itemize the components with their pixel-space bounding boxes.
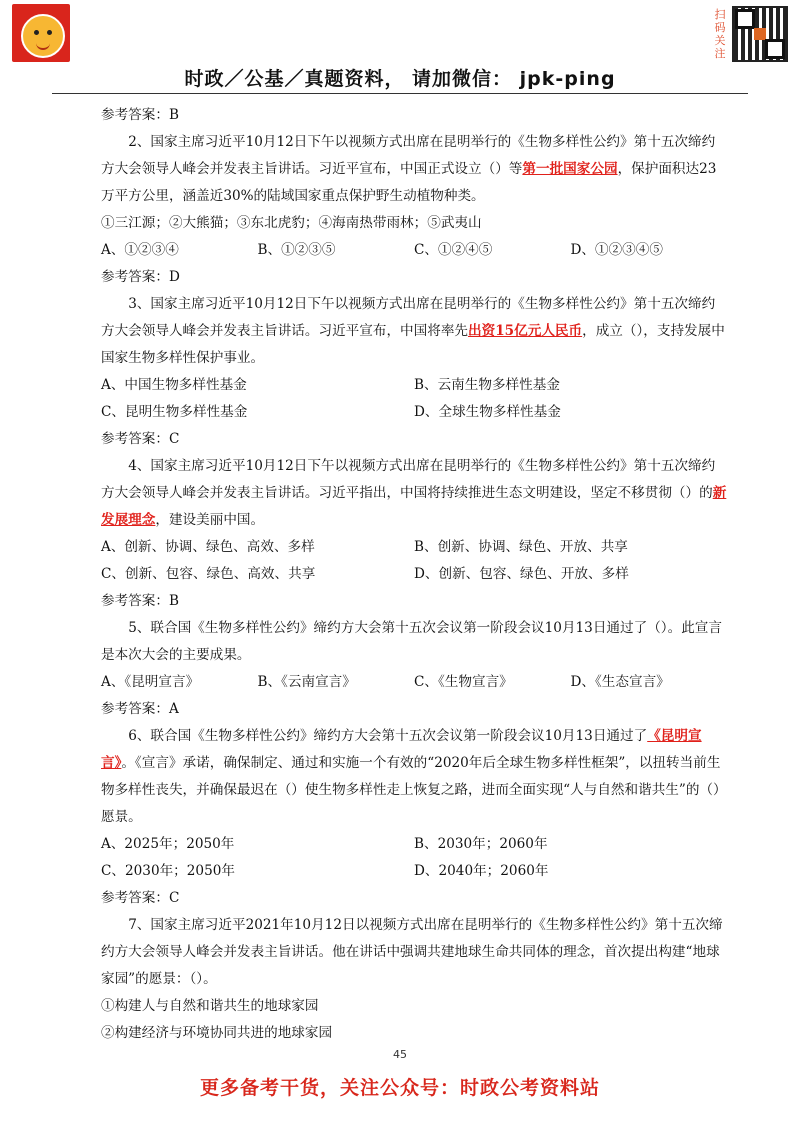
option-b: B、云南生物多样性基金 [414, 377, 560, 393]
question-6-options-row2 [101, 858, 727, 885]
option-d: D、2040年；2060年 [414, 863, 549, 879]
question-7-item-1: ①构建人与自然和谐共生的地球家园 [101, 998, 319, 1014]
highlight-development-concept: 新发展理念 [101, 485, 727, 528]
option-c: C、昆明生物多样性基金 [101, 404, 248, 420]
option-d: D、《生态宣言》 [570, 674, 670, 690]
option-a: A、2025年；2050年 [101, 836, 235, 852]
answer-3: 参考答案：C [101, 431, 180, 447]
question-5: 5、联合国《生物多样性公约》缔约方大会第十五次会议第一阶段会议10月13日通过了（）。此宣言是本次大会的主要成果。 [101, 620, 722, 663]
option-d: D、创新、包容、绿色、开放、多样 [414, 566, 629, 582]
question-2: 2、国家主席习近平10月12日下午以视频方式出席在昆明举行的《生物多样性公约》第十五次缔约方大会领导人峰会并发表主旨讲话。习近平宣布，中国正式设立（）等第一批国家公园，保护面积达23万平方公里，涵盖近30%的陆域国家重点保护野生动植物种类。 [101, 134, 717, 204]
logo [12, 4, 70, 62]
answer-1: 参考答案：B [101, 107, 179, 123]
question-7-item-2: ②构建经济与环境协同共进的地球家园 [101, 1025, 333, 1041]
option-a: A、创新、协调、绿色、高效、多样 [101, 539, 315, 555]
option-b: B、《云南宣言》 [257, 674, 356, 690]
page-number: 45 [393, 1048, 407, 1061]
question-4-options-row1 [101, 534, 727, 561]
header-divider [52, 93, 748, 94]
option-c: C、①②④⑤ [414, 242, 493, 258]
question-3-options-row2 [101, 399, 727, 426]
footer-banner: 更多备考干货，关注公众号：时政公考资料站 [199, 1077, 600, 1099]
option-d: D、全球生物多样性基金 [414, 404, 561, 420]
scan-label: 扫码关注 [714, 8, 726, 60]
highlight-national-parks: 第一批国家公园 [522, 161, 618, 177]
header-title: 时政／公基／真题资料， 请加微信： jpk-ping [184, 68, 616, 90]
option-b: B、2030年；2060年 [414, 836, 548, 852]
option-b: B、创新、协调、绿色、开放、共享 [414, 539, 628, 555]
question-2-options [101, 237, 727, 264]
option-c: C、创新、包容、绿色、高效、共享 [101, 566, 316, 582]
answer-5: 参考答案：A [101, 701, 179, 717]
question-2-items: ①三江源；②大熊猫；③东北虎豹；④海南热带雨林；⑤武夷山 [101, 215, 482, 231]
option-a: A、中国生物多样性基金 [101, 377, 247, 393]
question-3: 3、国家主席习近平10月12日下午以视频方式出席在昆明举行的《生物多样性公约》第十五次缔约方大会领导人峰会并发表主旨讲话。习近平宣布，中国将率先出资15亿元人民币，成立（），支持发展中国家生物多样性保护事业。 [101, 296, 725, 366]
highlight-funding: 出资15亿元人民币 [468, 323, 583, 339]
question-4-options-row2 [101, 561, 727, 588]
option-c: C、《生物宣言》 [414, 674, 513, 690]
question-7: 7、国家主席习近平2021年10月12日以视频方式出席在昆明举行的《生物多样性公约》第十五次缔约方大会领导人峰会并发表主旨讲话。他在讲话中强调共建地球生命共同体的理念，首次提出构建“地球家园”的愿景：（）。 [101, 917, 723, 987]
answer-6: 参考答案：C [101, 890, 180, 906]
option-d: D、①②③④⑤ [570, 242, 663, 258]
answer-4: 参考答案：B [101, 593, 179, 609]
highlight-kunming-declaration: 《昆明宣言》 [101, 728, 702, 771]
option-c: C、2030年；2050年 [101, 863, 235, 879]
option-a: A、《昆明宣言》 [101, 674, 200, 690]
question-3-options-row1 [101, 372, 727, 399]
question-6: 6、联合国《生物多样性公约》缔约方大会第十五次会议第一阶段会议10月13日通过了《昆明宣言》。《宣言》承诺，确保制定、通过和实施一个有效的“2020年后全球生物多样性框架”，以扭转当前生物多样性丧失，并确保最迟在（）使生物多样性走上恢复之路，进而全面实现“人与自然和谐共生”的（）愿景。 [101, 728, 727, 825]
question-6-options-row1 [101, 831, 727, 858]
question-5-options [101, 669, 727, 696]
option-a: A、①②③④ [101, 242, 179, 258]
answer-2: 参考答案：D [101, 269, 180, 285]
document-body [101, 102, 727, 1047]
orange-mascot-icon [21, 14, 65, 58]
option-b: B、①②③⑤ [257, 242, 336, 258]
qr-code-icon[interactable] [732, 6, 788, 62]
question-4: 4、国家主席习近平10月12日下午以视频方式出席在昆明举行的《生物多样性公约》第十五次缔约方大会领导人峰会并发表主旨讲话。习近平指出，中国将持续推进生态文明建设，坚定不移贯彻（）的新发展理念，建设美丽中国。 [101, 458, 727, 528]
